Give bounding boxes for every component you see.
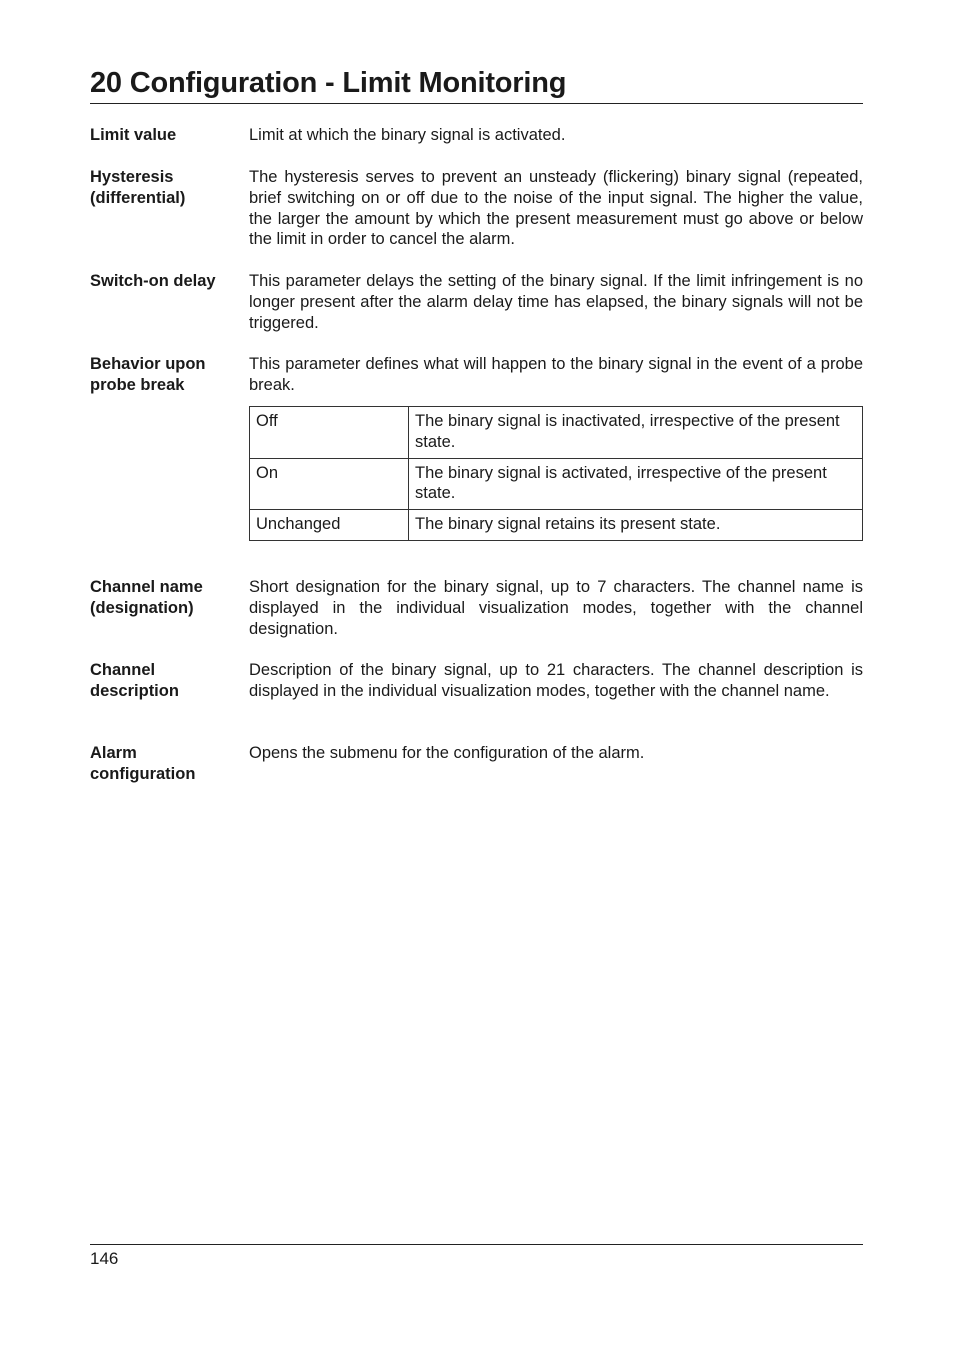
option-name: On [250, 458, 409, 510]
param-term: Channel name (designation) [90, 578, 203, 617]
footer-divider [90, 1244, 863, 1245]
param-term: Hysteresis (differential) [90, 168, 186, 207]
option-name: Off [250, 407, 409, 459]
table-row [250, 510, 863, 541]
title-divider [90, 103, 863, 104]
param-description: The hysteresis serves to prevent an unsteady (flickering) binary signal (repeated, brief switching on or off due to the noise of the input signal. The higher the value, the larger the amount by which the present measurement must go above or below the limit in order to cancel the alarm. [249, 168, 863, 249]
param-term: Channel description [90, 661, 179, 700]
param-term: Alarm configuration [90, 744, 196, 783]
table-row [250, 407, 863, 459]
table-row [250, 458, 863, 510]
param-description: Limit at which the binary signal is activated. [249, 126, 566, 144]
option-meaning: The binary signal is inactivated, irrespective of the present state. [409, 407, 863, 459]
param-term: Behavior upon probe break [90, 355, 206, 394]
probe-break-options-table [249, 406, 863, 541]
param-term: Switch-on delay [90, 272, 216, 290]
option-meaning: The binary signal is activated, irrespective of the present state. [409, 458, 863, 510]
param-description: This parameter defines what will happen to the binary signal in the event of a probe break. [249, 355, 863, 394]
page-title: 20 Configuration - Limit Monitoring [90, 67, 567, 99]
param-description: Opens the submenu for the configuration of the alarm. [249, 744, 645, 762]
page-number: 146 [90, 1249, 119, 1268]
param-description: Short designation for the binary signal, up to 7 characters. The channel name is displayed in the individual visualization modes, together with the channel designation. [249, 578, 863, 638]
param-description: Description of the binary signal, up to 21 characters. The channel description is displayed in the individual visualization modes, together with the channel name. [249, 661, 863, 700]
option-meaning: The binary signal retains its present state. [409, 510, 863, 541]
param-term: Limit value [90, 126, 177, 144]
param-description: This parameter delays the setting of the binary signal. If the limit infringement is no longer present after the alarm delay time has elapsed, the binary signals will not be triggered. [249, 272, 863, 332]
option-name: Unchanged [250, 510, 409, 541]
